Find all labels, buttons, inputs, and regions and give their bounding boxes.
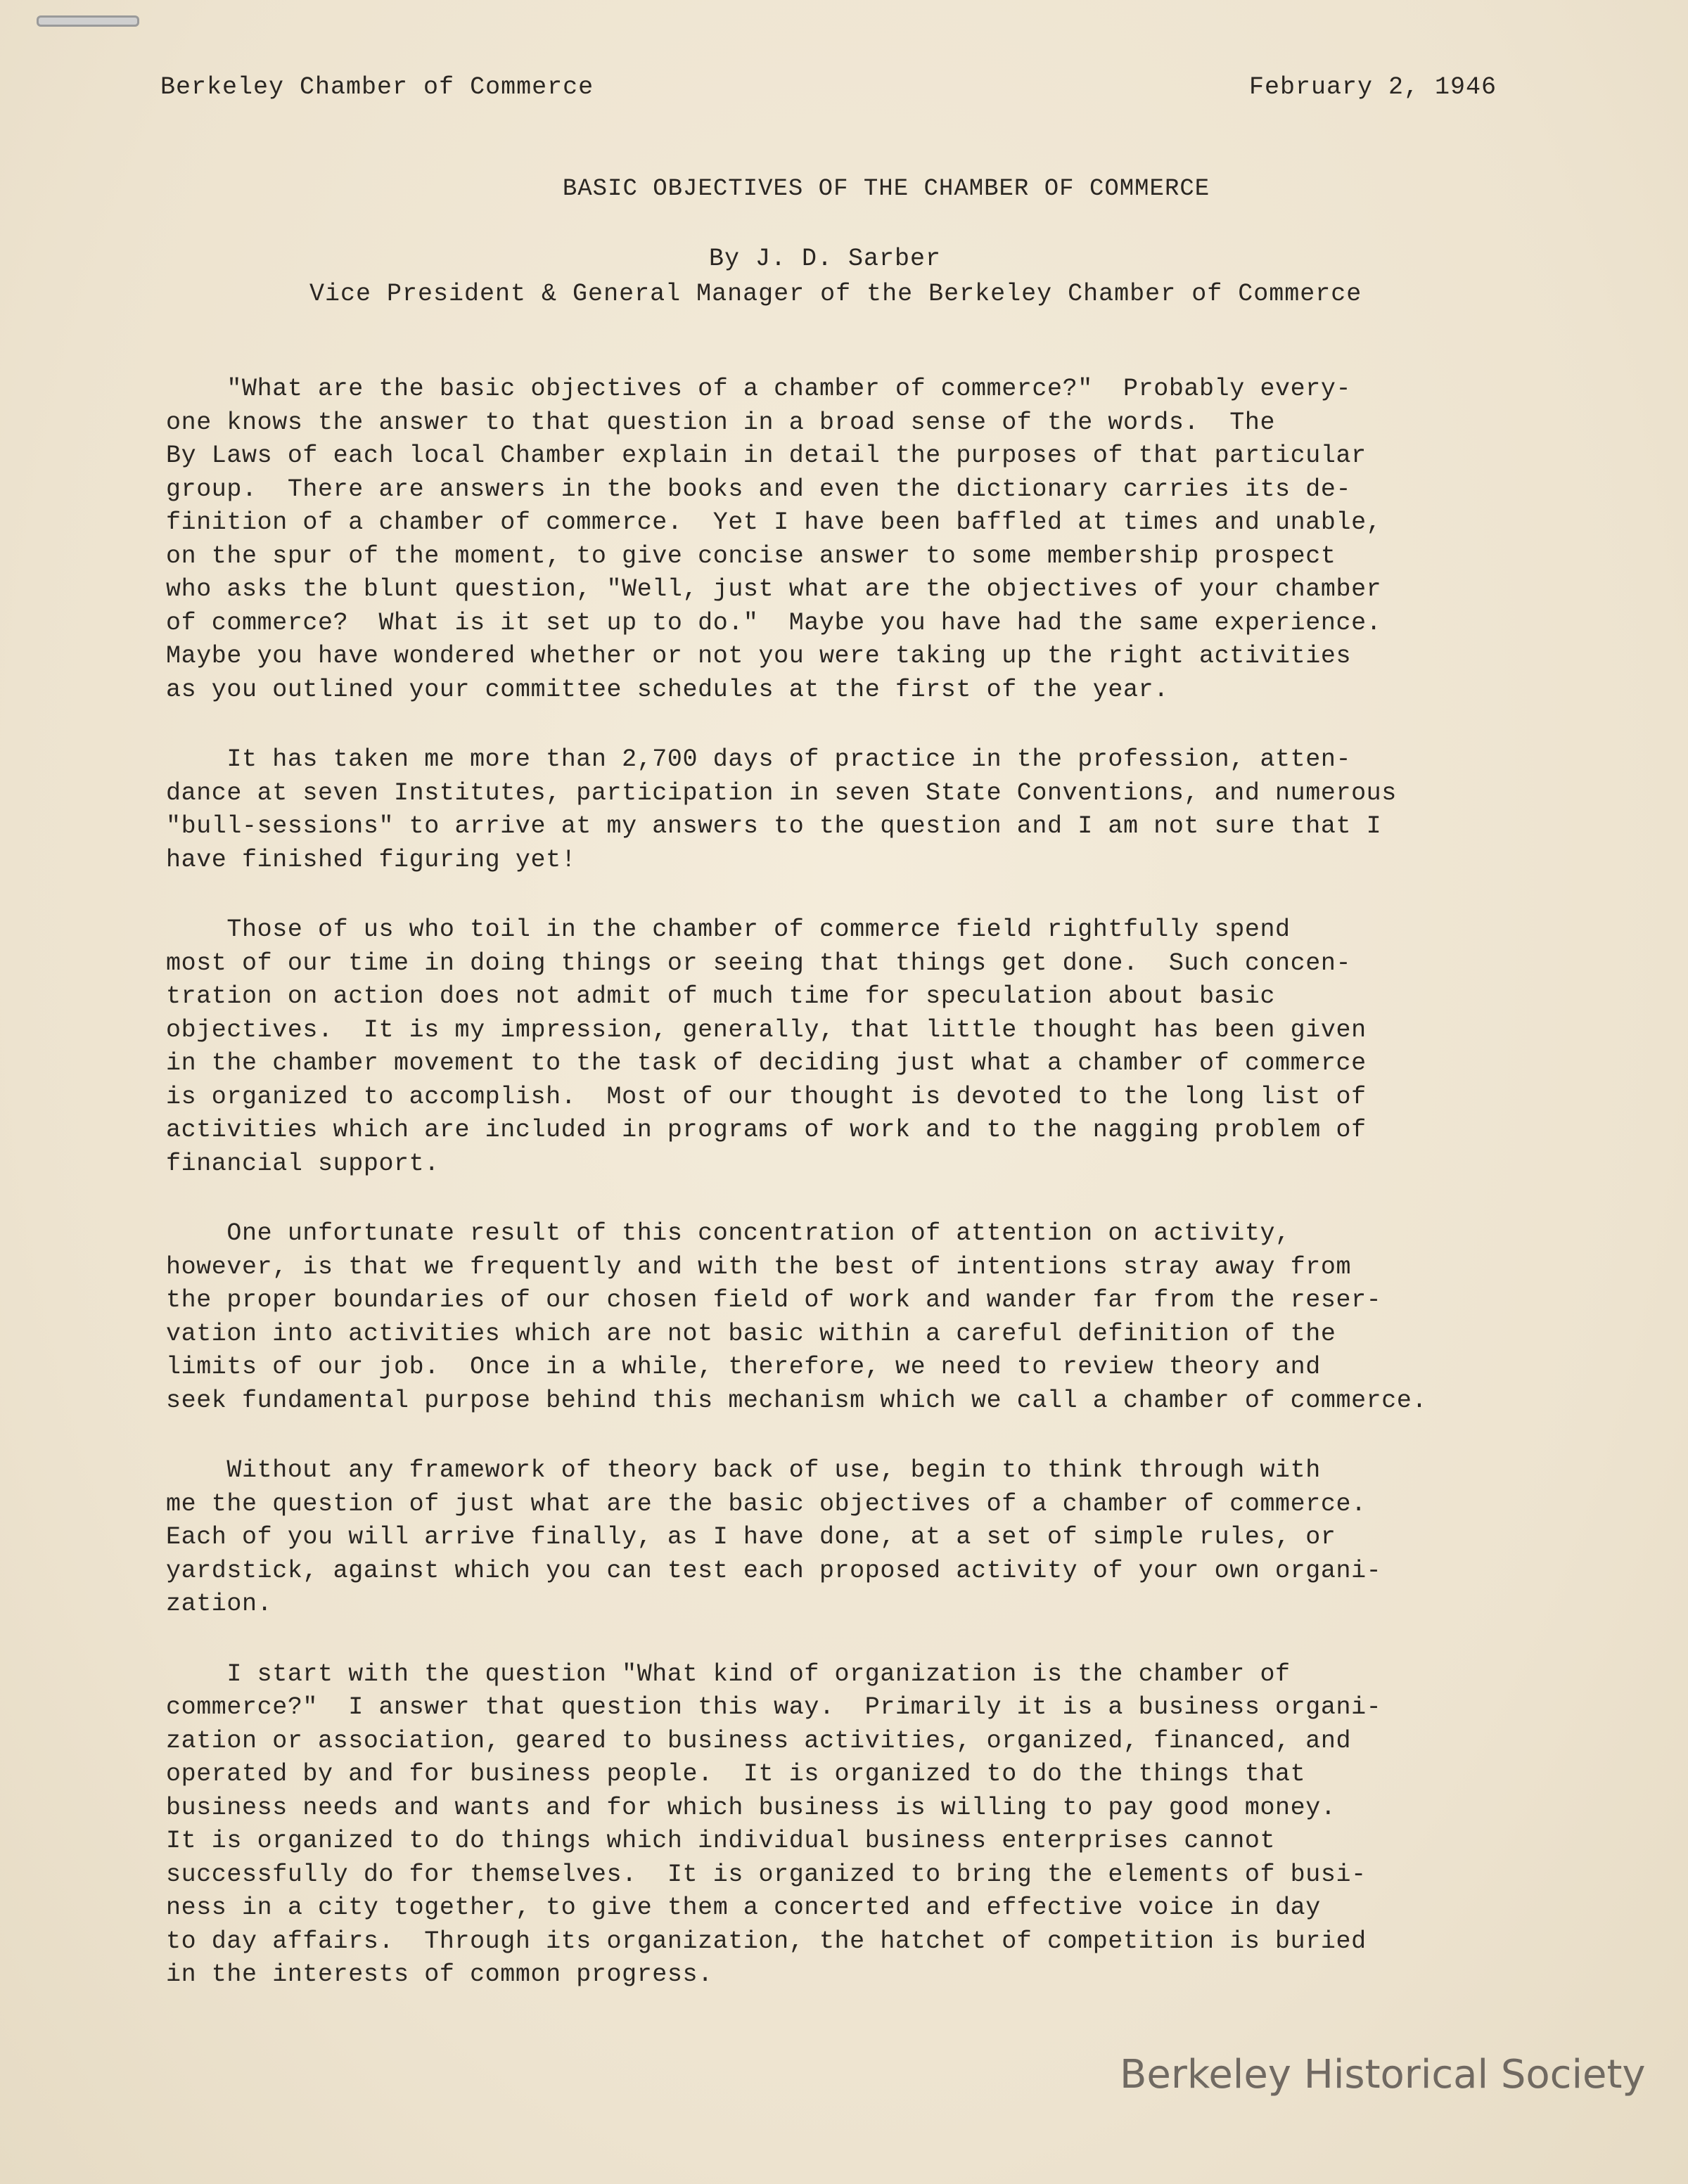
text-line: Without any framework of theory back of use, begin to think through with [166, 1456, 1321, 1484]
document-date: February 2, 1946 [1248, 73, 1497, 101]
document-title: BASIC OBJECTIVES OF THE CHAMBER OF COMMERCE [562, 176, 1210, 203]
text-line: to day affairs. Through its organization, the hatchet of competition is buried [166, 1927, 1367, 1955]
text-line: business needs and wants and for which business is willing to pay good money. [166, 1793, 1336, 1822]
text-line: Each of you will arrive finally, as I have done, at a set of simple rules, or [166, 1523, 1336, 1551]
text-line: tration on action does not admit of much time for speculation about basic [166, 982, 1276, 1010]
letterhead [160, 73, 1497, 101]
text-line: By Laws of each local Chamber explain in detail the purposes of that particular [166, 442, 1367, 470]
text-line: in the chamber movement to the task of deciding just what a chamber of commerce [166, 1049, 1367, 1077]
text-line: have finished figuring yet! [166, 845, 577, 874]
text-line: limits of our job. Once in a while, therefore, we need to review theory and [166, 1353, 1321, 1381]
text-line: vation into activities which are not basic within a careful definition of the [166, 1319, 1336, 1348]
text-line: is organized to accomplish. Most of our thought is devoted to the long list of [166, 1082, 1367, 1111]
paragraph-5 [166, 1454, 1530, 1621]
text-line: finition of a chamber of commerce. Yet I have been baffled at times and unable, [166, 508, 1382, 537]
text-line: one knows the answer to that question in a broad sense of the words. The [166, 408, 1276, 437]
text-line: as you outlined your committee schedules at the first of the year. [166, 675, 1169, 704]
text-line: in the interests of common progress. [166, 1960, 713, 1989]
text-line: most of our time in doing things or seeing that things get done. Such concen- [166, 949, 1352, 977]
paragraph-6 [166, 1658, 1530, 1992]
paragraph-2 [166, 743, 1530, 877]
text-line: Those of us who toil in the chamber of commerce field rightfully spend [166, 916, 1291, 944]
text-line: "What are the basic objectives of a chamber of commerce?" Probably every- [166, 375, 1352, 403]
text-line: It is organized to do things which individual business enterprises cannot [166, 1827, 1276, 1855]
watermark: Berkeley Historical Society [1120, 2052, 1646, 2098]
text-line: I start with the question "What kind of organization is the chamber of [166, 1659, 1291, 1688]
text-line: activities which are included in programs of work and to the nagging problem of [166, 1116, 1367, 1144]
text-line: ness in a city together, to give them a concerted and effective voice in day [166, 1894, 1321, 1922]
text-line: "bull-sessions" to arrive at my answers to the question and I am not sure that I [166, 812, 1382, 840]
text-line: who asks the blunt question, "Well, just what are the objectives of your chamber [166, 575, 1382, 603]
text-line: One unfortunate result of this concentration of attention on activity, [166, 1219, 1291, 1247]
text-line: zation or association, geared to business activities, organized, financed, and [166, 1726, 1352, 1755]
organization-name: Berkeley Chamber of Commerce [160, 73, 594, 101]
text-line: operated by and for business people. It is organized to do the things that [166, 1760, 1306, 1788]
text-line: on the spur of the moment, to give concise answer to some membership prospect [166, 541, 1336, 570]
text-line: seek fundamental purpose behind this mechanism which we call a chamber of commerce. [166, 1386, 1428, 1415]
text-line: group. There are answers in the books and even the dictionary carries its de- [166, 475, 1352, 503]
text-line: objectives. It is my impression, generally, that little thought has been given [166, 1015, 1367, 1044]
text-line: the proper boundaries of our chosen field of work and wander far from the reser- [166, 1286, 1382, 1314]
text-line: It has taken me more than 2,700 days of practice in the profession, atten- [166, 745, 1352, 773]
text-line: Maybe you have wondered whether or not you were taking up the right activities [166, 642, 1352, 670]
staple-mark [37, 15, 139, 27]
paragraph-3 [166, 913, 1530, 1181]
text-line: zation. [166, 1590, 273, 1618]
text-line: successfully do for themselves. It is organized to bring the elements of busi- [166, 1860, 1367, 1889]
text-line: commerce?" I answer that question this way. Primarily it is a business organi- [166, 1693, 1382, 1721]
text-line: dance at seven Institutes, participation in seven State Conventions, and numerous [166, 778, 1397, 807]
text-line: yardstick, against which you can test each proposed activity of your own organi- [166, 1556, 1382, 1585]
text-line: me the question of just what are the basic objectives of a chamber of commerce. [166, 1489, 1367, 1518]
text-line: however, is that we frequently and with the best of intentions stray away from [166, 1252, 1352, 1281]
byline: By J. D. Sarber [709, 245, 942, 273]
text-line: of commerce? What is it set up to do." Maybe you have had the same experience. [166, 608, 1382, 637]
author-title: Vice President & General Manager of the Berkeley Chamber of Commerce [309, 280, 1362, 308]
text-line: financial support. [166, 1149, 440, 1178]
paragraph-4 [166, 1217, 1530, 1418]
paragraph-1 [166, 373, 1530, 707]
document-body [166, 373, 1530, 2029]
